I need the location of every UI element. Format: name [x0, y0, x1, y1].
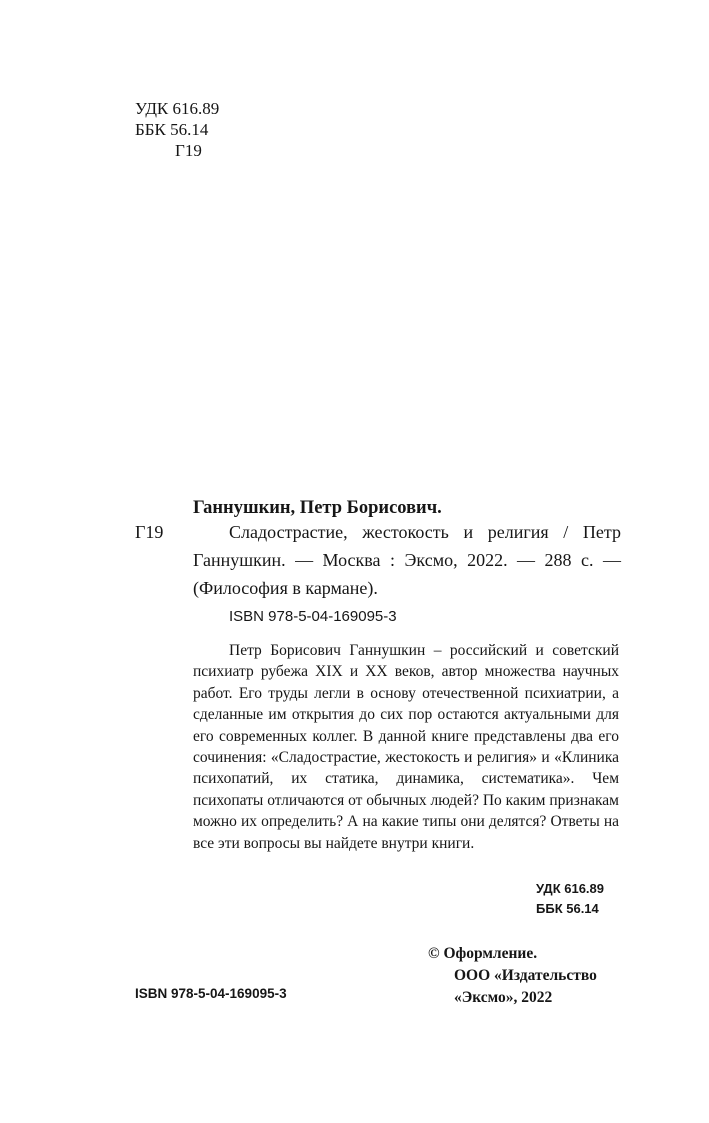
- top-author-mark: Г19: [175, 141, 202, 160]
- record-isbn: ISBN 978-5-04-169095-3: [229, 608, 397, 625]
- annotation-paragraph: Петр Борисович Ганнушкин – российский и советский психиатр рубежа XIX и XX веков, автор множества научных работ. Его труды легли в основу отечественной психиатрии, а сделанные им открытия до сих пор остаются актуальными для его современных коллег. В данной книге представлены два его сочинения: «Сладострастие, жестокость и религия» и «Клиника психопатий, их статика, динамика, систематика». Чем психопаты отличаются от обычных людей? По каким признакам можно их определить? А на какие типы они делятся? Ответы на все эти вопросы вы найдете внутри книги.: [193, 642, 619, 852]
- record-author: Ганнушкин, Петр Борисович.: [193, 498, 442, 518]
- record-author-mark: Г19: [135, 522, 164, 542]
- bottom-isbn: ISBN 978-5-04-169095-3: [135, 986, 287, 1001]
- top-classification-codes: [135, 98, 219, 161]
- top-udk-code: УДК 616.89: [135, 99, 220, 118]
- copyright-line-3: «Эксмо», 2022: [454, 989, 553, 1006]
- copyright-line-2: ООО «Издательство: [454, 967, 597, 984]
- bottom-classification-codes: [536, 879, 604, 919]
- top-bbk-code: ББК 56.14: [135, 120, 209, 139]
- copyright-line-1: © Оформление.: [428, 945, 538, 962]
- copyright-notice: [428, 943, 597, 1009]
- record-description: Сладострастие, жестокость и религия / Петр Ганнушкин. — Москва : Эксмо, 2022. — 288 с. — (Философия в кармане).: [193, 522, 621, 598]
- bottom-bbk-code: ББК 56.14: [536, 901, 599, 916]
- bottom-udk-code: УДК 616.89: [536, 881, 604, 896]
